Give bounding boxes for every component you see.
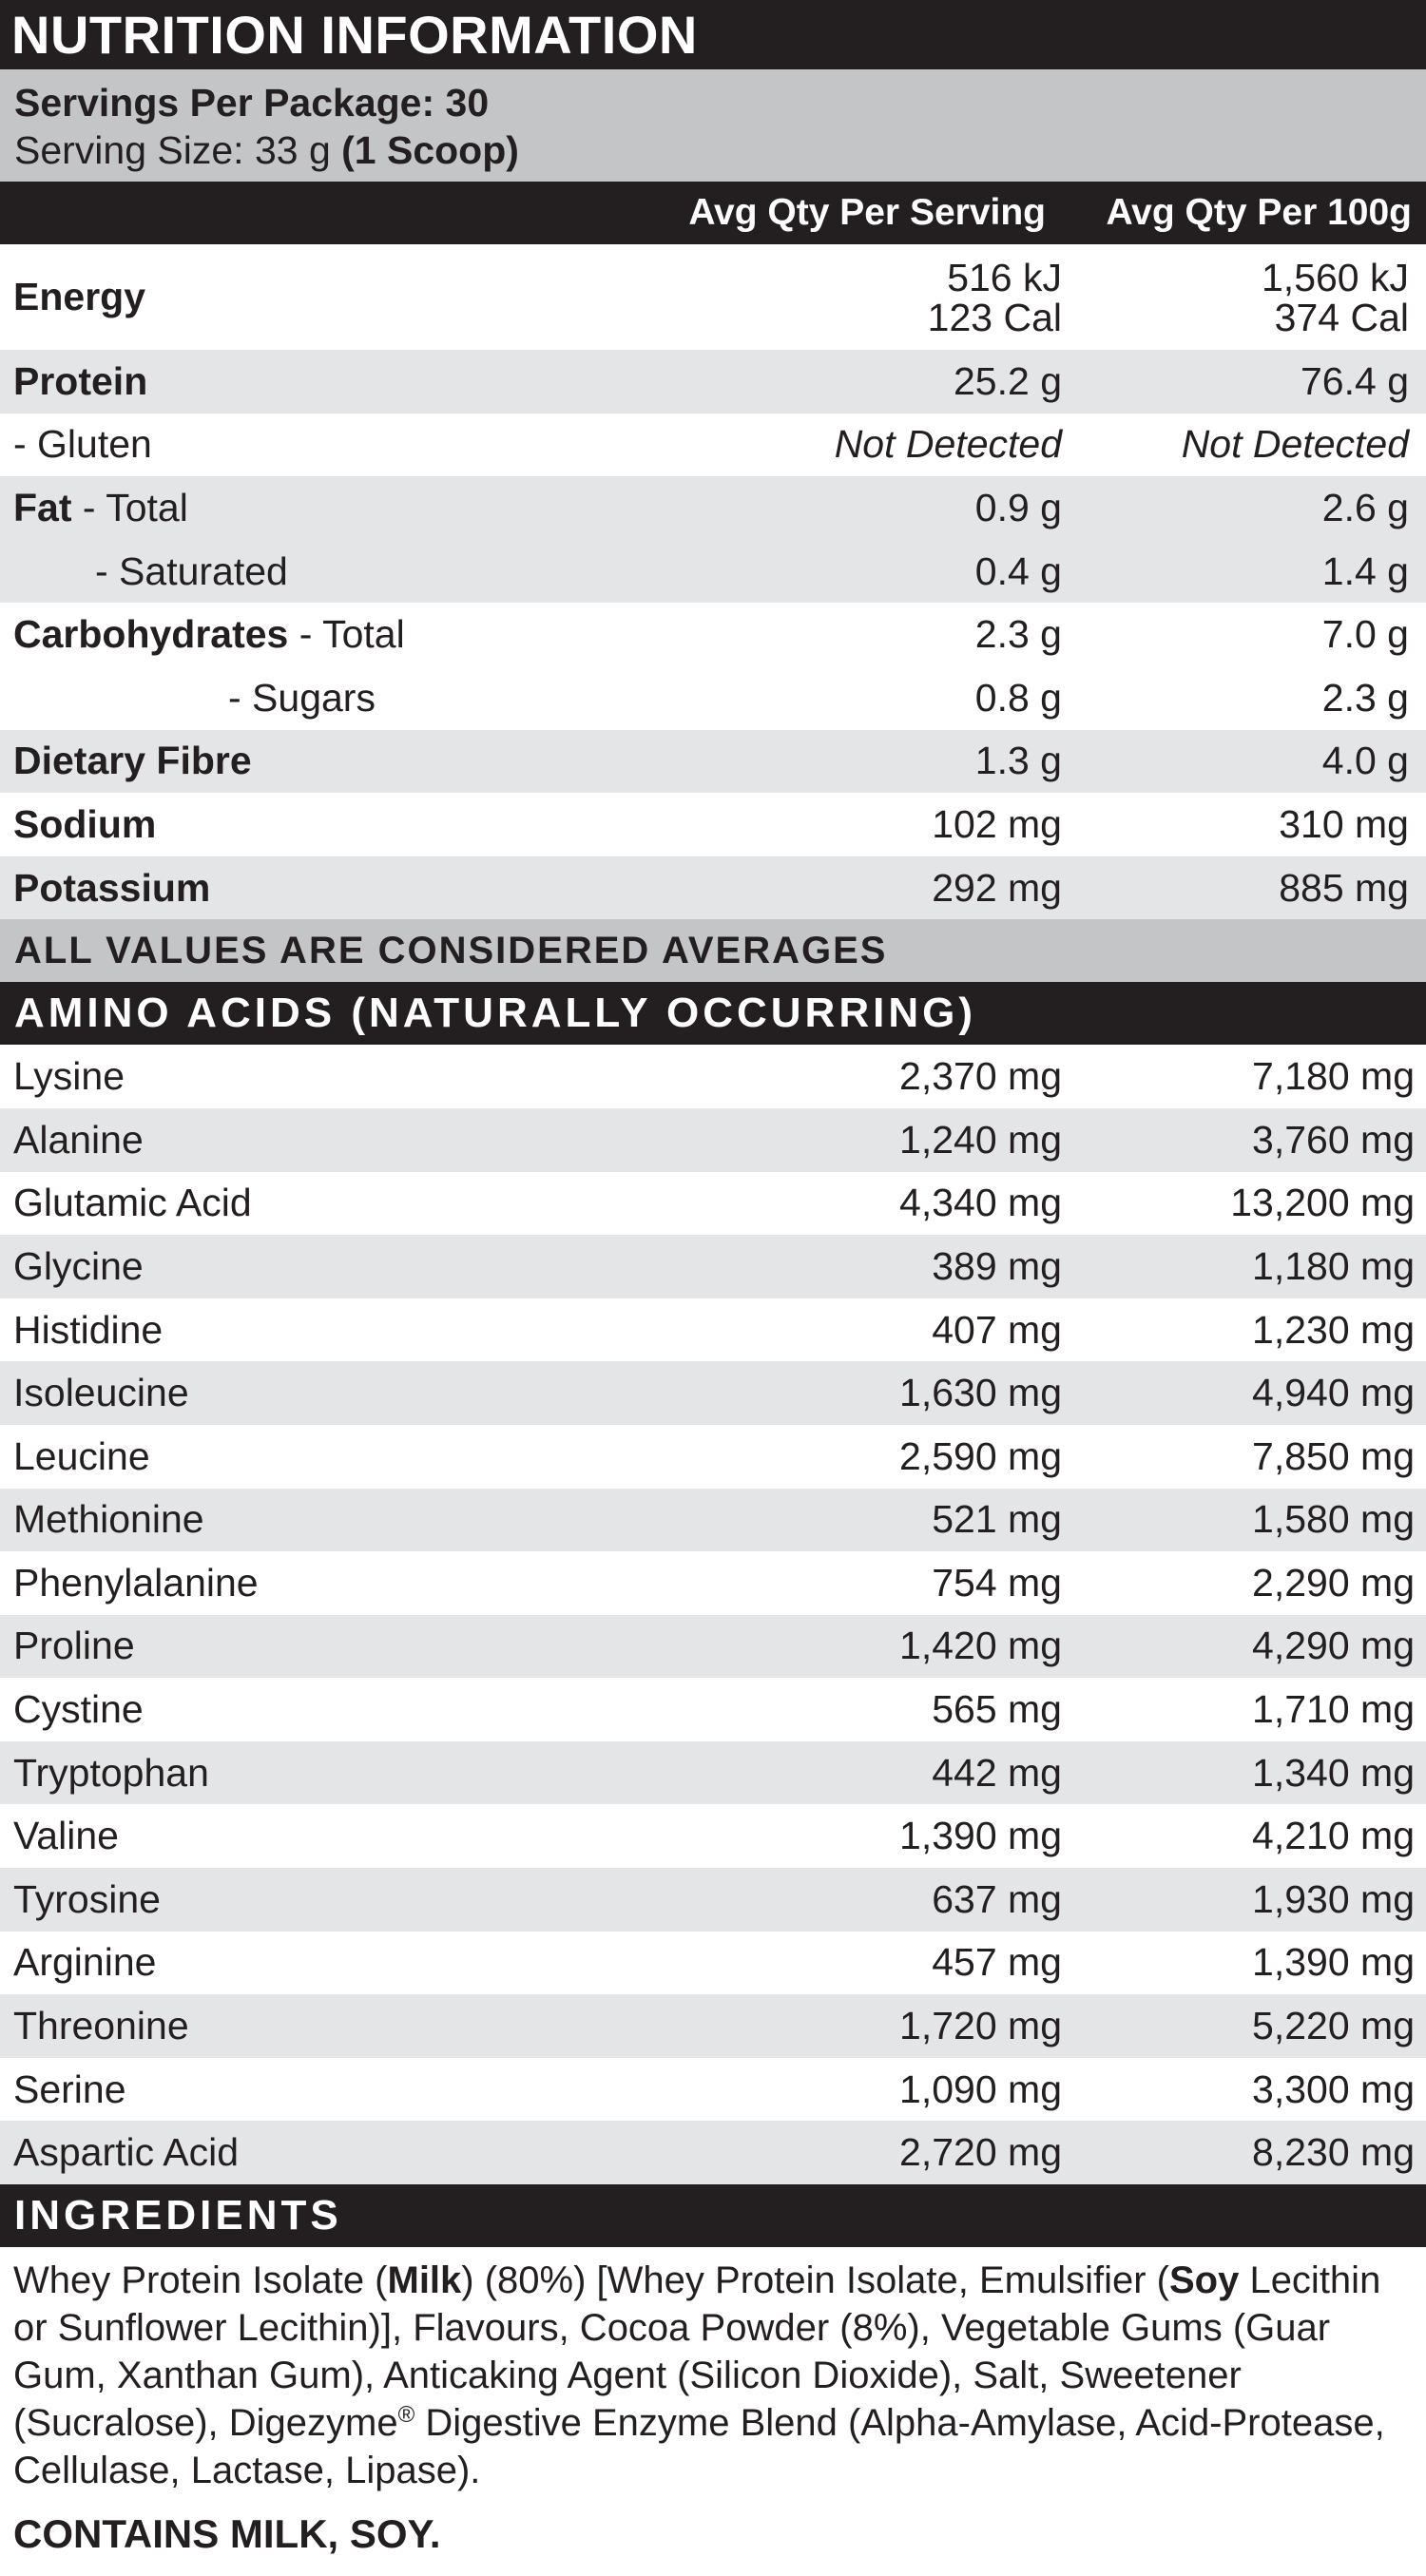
value-per-100g: 1,180 mg [1252,1243,1415,1288]
nutrient-row-potassium [0,856,1426,920]
value-per-100g: 1,340 mg [1252,1750,1415,1795]
amino-row [0,1932,1426,1995]
amino-row [0,1298,1426,1362]
nutrient-name [0,612,663,657]
value-per-100g: Not Detected [1181,422,1409,467]
value-per-serving: 2.3 g [974,612,1062,657]
value-per-100g: 4,940 mg [1252,1371,1415,1415]
nutrient-row-energy [0,244,1426,350]
nutrient-row-fat [0,476,1426,540]
value-per-serving: 754 mg [932,1560,1062,1605]
value-per-100g: 2.3 g [1321,675,1409,720]
value-per-serving: 2,590 mg [899,1433,1062,1478]
ingredients-part: ) (80%) [Whey Protein Isolate, Emulsifier ( [461,2259,1169,2302]
nutrient-name-suffix: - Total [288,612,405,657]
nutrient-row-carbohydrates [0,603,1426,666]
col-per-serving: Avg Qty Per Serving [688,192,1046,233]
nutrient-row-protein [0,350,1426,413]
value-per-serving: 1,720 mg [899,2004,1062,2048]
serving-info [0,69,1426,182]
amino-row [0,1489,1426,1552]
amino-name: Alanine [13,1117,144,1162]
value-per-serving: Not Detected [834,422,1062,467]
nutrient-row-sugars [0,666,1426,730]
value-per-100g: 1,230 mg [1252,1307,1415,1352]
value-per-serving: 292 mg [932,865,1062,910]
nutrient-name: - Sugars [228,675,376,720]
amino-name: Threonine [13,2004,189,2048]
energy-serving-kj: 516 kJ [947,255,1062,299]
energy-per-serving [663,255,1062,339]
nutrient-name: - Gluten [13,422,152,467]
value-per-serving: 1,240 mg [899,1117,1062,1162]
value-per-serving: 25.2 g [954,358,1062,403]
value-per-serving: 565 mg [932,1687,1062,1732]
nutrient-name: - Saturated [95,548,288,593]
value-per-100g: 1,580 mg [1252,1497,1415,1542]
amino-acids-heading: AMINO ACIDS (NATURALLY OCCURRING) [0,982,1426,1045]
nutrient-row-fibre [0,730,1426,794]
nutrient-name: Protein [13,358,148,403]
nutrient-row-saturated [0,540,1426,604]
amino-row [0,1678,1426,1741]
amino-name: Valine [13,1814,119,1858]
amino-row [0,1615,1426,1679]
amino-row [0,1108,1426,1172]
col-per-100g: Avg Qty Per 100g [1106,192,1412,233]
value-per-100g: 13,200 mg [1230,1181,1415,1225]
amino-name: Leucine [13,1433,150,1478]
amino-name: Aspartic Acid [13,2130,239,2175]
value-per-serving: 1,630 mg [899,1371,1062,1415]
ingredients-part: Whey Protein Isolate ( [13,2259,388,2302]
value-per-100g: 2,290 mg [1252,1560,1415,1605]
value-per-100g: 4,210 mg [1252,1814,1415,1858]
value-per-serving: 0.8 g [974,675,1062,720]
value-per-100g: 1,930 mg [1252,1876,1415,1921]
nutrient-name: Energy [13,275,145,318]
value-per-serving: 407 mg [932,1307,1062,1352]
amino-row [0,1235,1426,1298]
amino-row [0,1045,1426,1108]
value-per-100g: 2.6 g [1321,485,1409,529]
value-per-100g: 7.0 g [1321,612,1409,657]
amino-row [0,1361,1426,1425]
value-per-100g: 3,300 mg [1252,2067,1415,2111]
value-per-100g: 1,710 mg [1252,1687,1415,1732]
amino-name: Arginine [13,1940,157,1985]
amino-name: Glycine [13,1243,144,1288]
serving-size [14,126,1426,174]
energy-serving-cal: 123 Cal [927,295,1062,339]
ingredients-heading: INGREDIENTS [0,2184,1426,2247]
value-per-serving: 1,090 mg [899,2067,1062,2111]
ingredients-part: Digestive Enzyme Blend (Alpha-Amylase, Acid-Protease, Cellulase, Lactase, Lipase). [13,2402,1385,2492]
amino-name: Glutamic Acid [13,1181,252,1225]
serving-size-text: Serving Size: 33 g [14,128,342,172]
value-per-100g: 885 mg [1279,865,1409,910]
nutrient-name-bold: Carbohydrates [13,612,289,657]
value-per-100g: 4.0 g [1321,739,1409,783]
value-per-serving: 0.4 g [974,548,1062,593]
value-per-serving: 1.3 g [974,739,1062,783]
value-per-serving: 637 mg [932,1876,1062,1921]
amino-row [0,1425,1426,1489]
amino-name: Isoleucine [13,1371,189,1415]
nutrient-name [0,486,663,530]
amino-name: Methionine [13,1497,204,1542]
allergen-milk: Milk [387,2259,462,2302]
value-per-serving: 521 mg [932,1497,1062,1542]
averages-note: ALL VALUES ARE CONSIDERED AVERAGES [0,919,1426,982]
nutrient-name-suffix: - Total [71,485,188,529]
nutrient-name: Potassium [13,865,211,910]
amino-name: Tyrosine [13,1876,161,1921]
serving-size-scoop: (1 Scoop) [341,128,519,172]
amino-row [0,2121,1426,2184]
value-per-serving: 1,420 mg [899,1624,1062,1668]
value-per-serving: 389 mg [932,1243,1062,1288]
amino-row [0,1868,1426,1932]
energy-per-100g [1062,255,1426,339]
value-per-100g: 1.4 g [1321,548,1409,593]
value-per-serving: 0.9 g [974,485,1062,529]
allergen-statement: CONTAINS MILK, SOY. [13,2511,441,2557]
value-per-serving: 102 mg [932,801,1062,846]
amino-acid-list [0,1045,1426,2184]
amino-row [0,1172,1426,1236]
amino-name: Proline [13,1624,135,1668]
value-per-100g: 5,220 mg [1252,2004,1415,2048]
amino-row [0,1804,1426,1868]
value-per-100g: 8,230 mg [1252,2130,1415,2175]
value-per-100g: 3,760 mg [1252,1117,1415,1162]
allergen-soy: Soy [1168,2259,1240,2302]
servings-per-package: Servings Per Package: 30 [14,81,490,125]
amino-name: Phenylalanine [13,1560,259,1605]
energy-per100-cal: 374 Cal [1274,295,1409,339]
amino-name: Histidine [13,1307,164,1352]
value-per-100g: 4,290 mg [1252,1624,1415,1668]
column-header [0,182,1426,244]
value-per-100g: 310 mg [1279,801,1409,846]
nutrient-name: Sodium [13,801,157,846]
value-per-100g: 1,390 mg [1252,1940,1415,1985]
value-per-100g: 76.4 g [1301,358,1409,403]
amino-row [0,1741,1426,1805]
ingredients-text [0,2247,1426,2494]
amino-name: Cystine [13,1687,144,1732]
amino-name: Serine [13,2067,126,2111]
value-per-100g: 7,850 mg [1252,1433,1415,1478]
amino-name: Lysine [13,1054,125,1099]
amino-row [0,2058,1426,2122]
amino-name: Tryptophan [13,1750,209,1795]
value-per-serving: 2,370 mg [899,1054,1062,1099]
value-per-serving: 442 mg [932,1750,1062,1795]
ingredients-part: Lecithin or Sunflower Lecithin)], Flavours, Cocoa Powder (8%), Vegetable Gums (Guar Gum, Xanthan Gum), Anticaking Agent (Silicon Dioxide), Salt, Sweetener (Sucralose), Digezyme [13,2259,1381,2445]
nutrient-name-bold: Fat [13,485,72,529]
value-per-serving: 457 mg [932,1940,1062,1985]
nutrient-row-gluten [0,413,1426,477]
amino-row [0,1551,1426,1615]
value-per-serving: 4,340 mg [899,1181,1062,1225]
registered-mark: ® [397,2402,415,2429]
value-per-serving: 1,390 mg [899,1814,1062,1858]
amino-row [0,1994,1426,2058]
energy-per100-kj: 1,560 kJ [1262,255,1409,299]
value-per-serving: 2,720 mg [899,2130,1062,2175]
label-title: NUTRITION INFORMATION [0,0,1426,69]
nutrient-name: Dietary Fibre [13,739,252,783]
value-per-100g: 7,180 mg [1252,1054,1415,1099]
nutrient-row-sodium [0,793,1426,856]
